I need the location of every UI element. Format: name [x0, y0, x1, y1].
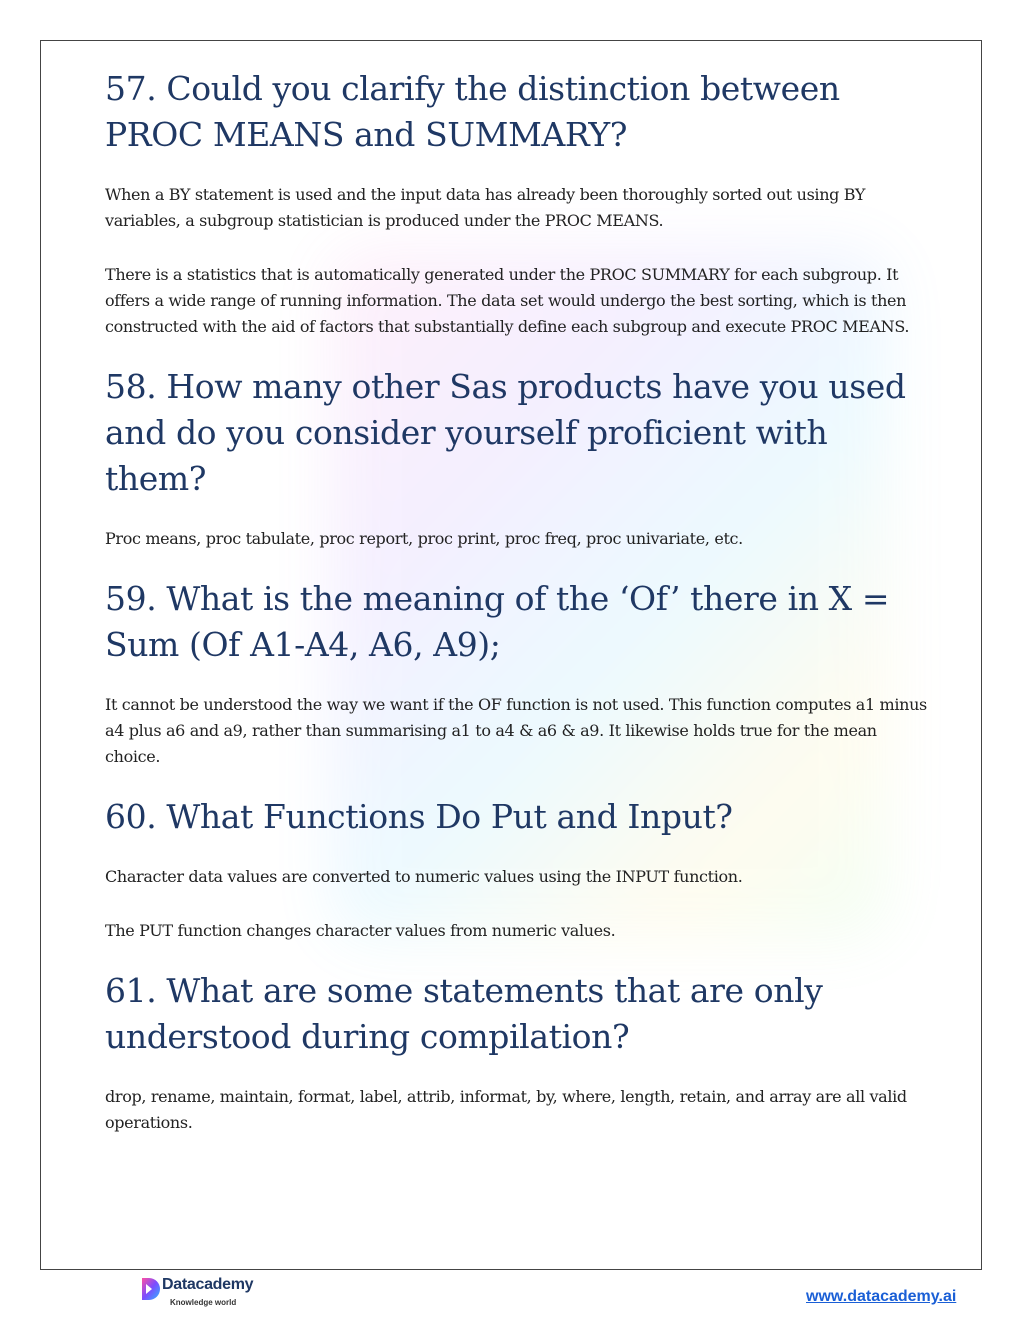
- question-61-heading: 61. What are some statements that are only understood during compilation?: [105, 971, 823, 1056]
- question-58-heading: 58. How many other Sas products have you used and do you consider yourself proficient with them?: [105, 367, 906, 498]
- question-59-heading: 59. What is the meaning of the ‘Of’ there in X = Sum (Of A1-A4, A6, A9);: [105, 579, 890, 664]
- question-58-answer-1: Proc means, proc tabulate, proc report, proc print, proc freq, proc univariate, etc.: [105, 529, 743, 548]
- logo-tagline: Knowledge world: [170, 1298, 237, 1307]
- question-61-answer-1: drop, rename, maintain, format, label, attrib, informat, by, where, length, retain, and array are all valid operations.: [105, 1087, 907, 1132]
- question-57-answer-1: When a BY statement is used and the input data has already been thoroughly sorted out using BY variables, a subgroup statistician is produced under the PROC MEANS.: [105, 185, 866, 230]
- question-57-answer-2: There is a statistics that is automatically generated under the PROC SUMMARY for each subgroup. It offers a wide range of running information. The data set would undergo the best sorting, which is then constructed with the aid of factors that substantially define each subgroup and execute PROC MEANS.: [105, 265, 910, 336]
- logo-name: Datacademy: [162, 1276, 254, 1293]
- page-content: [105, 66, 935, 1136]
- page-footer: [0, 1270, 1024, 1325]
- datacademy-logo-icon: [140, 1276, 160, 1302]
- question-59-answer-1: It cannot be understood the way we want if the OF function is not used. This function computes a1 minus a4 plus a6 and a9, rather than summarising a1 to a4 & a6 & a9. It likewise holds true for the mean choice.: [105, 695, 927, 766]
- question-60-answer-2: The PUT function changes character values from numeric values.: [105, 921, 616, 940]
- question-60-answer-1: Character data values are converted to numeric values using the INPUT function.: [105, 867, 743, 886]
- website-link[interactable]: www.datacademy.ai: [806, 1288, 957, 1305]
- question-60-heading: 60. What Functions Do Put and Input?: [105, 797, 733, 836]
- question-57-heading: 57. Could you clarify the distinction between PROC MEANS and SUMMARY?: [105, 69, 840, 154]
